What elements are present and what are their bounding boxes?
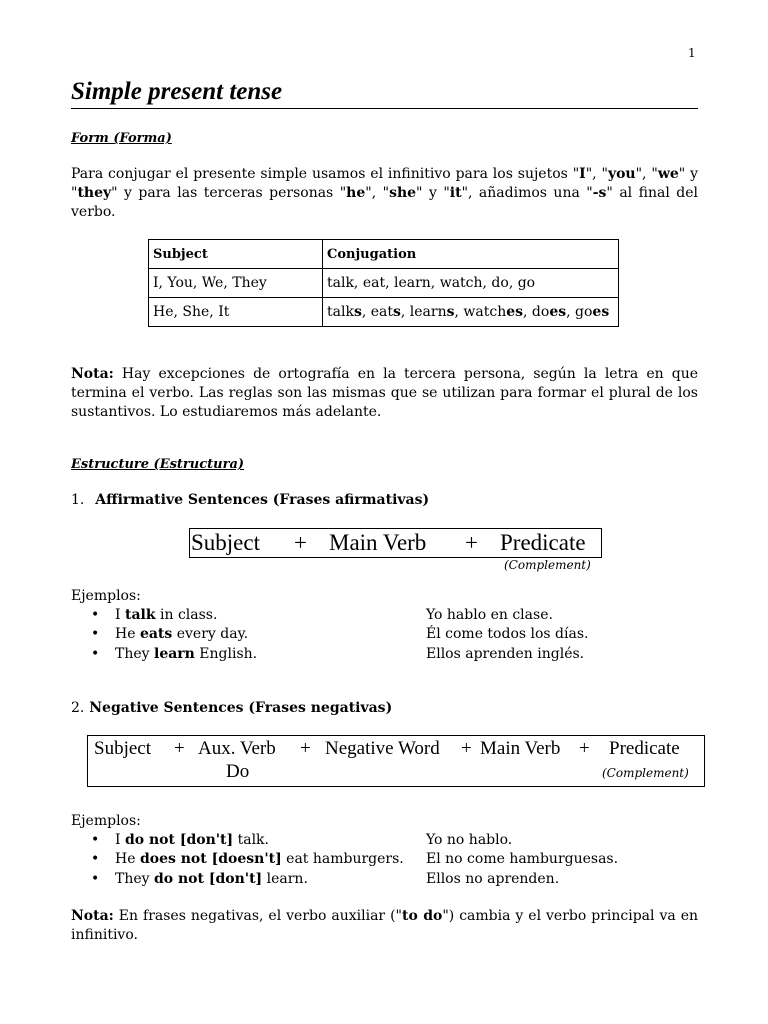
affirmative-label: Affirmative Sentences (Frases afirmativas) [95, 492, 430, 508]
bold-text: does not [doesn't] [139, 851, 282, 867]
bold-text: talk [124, 607, 156, 623]
text-run: Para conjugar el presente simple usamos el infinitivo para los sujetos " [71, 166, 580, 182]
page-title: Simple present tense [71, 78, 698, 109]
bold-text: to do [402, 908, 443, 924]
bullet: • [91, 871, 100, 887]
affirmative-examples-label: Ejemplos: [71, 588, 141, 604]
form-note-paragraph [71, 365, 698, 422]
example-translation: Él come todos los días. [426, 626, 589, 642]
text-run: in class. [155, 607, 218, 623]
bold-text: it [449, 185, 462, 201]
example-translation: Ellos aprenden inglés. [426, 646, 585, 662]
text-run: They [115, 646, 154, 662]
formula-subject: Subject [94, 738, 151, 759]
bullet: • [91, 607, 100, 623]
formula-plus: + [300, 738, 311, 759]
bullet: • [91, 646, 100, 662]
text-run: I [115, 607, 125, 623]
negative-heading [71, 700, 392, 716]
text-run: En frases negativas, el verbo auxiliar (" [113, 908, 402, 924]
list-item [91, 646, 257, 662]
bold-text: I [579, 166, 586, 182]
text-run: He [115, 626, 140, 642]
list-item [91, 851, 404, 867]
conjugation-table [148, 239, 619, 327]
bold-text: do not [don't] [154, 871, 263, 887]
bold-text: learn [154, 646, 195, 662]
affirmative-number: 1. [71, 492, 85, 508]
form-intro-paragraph [71, 165, 698, 222]
text-run: Hay excepciones de ortografía en la tercera persona, según la letra en que termina el verbo. Las reglas son las mismas que se utilizan para formar el plural de los sustantivos. Lo estudiaremos más adelante. [71, 366, 698, 420]
example-text [115, 646, 257, 662]
example-text [115, 851, 404, 867]
formula-subject: Subject [191, 530, 260, 555]
example-text [115, 871, 308, 887]
list-item [91, 832, 269, 848]
example-translation: Yo hablo en clase. [426, 607, 553, 623]
text-run: , watch [454, 304, 507, 320]
bold-text: Nota: [71, 908, 114, 924]
bold-text: eats [139, 626, 173, 642]
text-run: They [115, 871, 154, 887]
text-run: " y " [416, 185, 450, 201]
formula-plus: + [174, 738, 185, 759]
formula-negative-word: Negative Word [325, 738, 440, 759]
formula-main-verb: Main Verb [480, 738, 561, 759]
table-row [149, 269, 619, 298]
page-number: 1 [688, 46, 696, 60]
bold-text: they [77, 185, 112, 201]
example-text [115, 607, 217, 623]
negative-formula-box [87, 735, 705, 787]
text-run: talk [327, 304, 354, 320]
example-text [115, 626, 248, 642]
table-header-conjugation: Conjugation [323, 240, 619, 269]
bold-text: es [506, 304, 524, 320]
text-run: eat hamburgers. [281, 851, 404, 867]
bold-text: Nota: [71, 366, 114, 382]
formula-main-verb: Main Verb [329, 530, 427, 555]
table-cell-subject: I, You, We, They [149, 269, 323, 298]
bold-text: she [389, 185, 417, 201]
bold-text: do not [don't] [124, 832, 234, 848]
example-text [115, 832, 269, 848]
table-header-subject: Subject [149, 240, 323, 269]
bullet: • [91, 626, 100, 642]
text-run: , go [566, 304, 593, 320]
structure-heading: Estructure (Estructura) [71, 457, 245, 472]
text-run: , learn [400, 304, 447, 320]
bold-text: -s [592, 185, 607, 201]
table-header-row [149, 240, 619, 269]
text-run: ", " [585, 166, 608, 182]
affirmative-complement: (Complement) [504, 558, 591, 572]
bullet: • [91, 851, 100, 867]
form-heading: Form (Forma) [71, 131, 172, 146]
bold-text: s [353, 304, 362, 320]
table-cell-conjugation [323, 298, 619, 327]
formula-plus: + [465, 530, 478, 555]
formula-plus: + [294, 530, 307, 555]
text-run: , eat [361, 304, 393, 320]
affirmative-heading [71, 492, 429, 508]
formula-aux-verb: Aux. Verb [198, 738, 276, 759]
bullet: • [91, 832, 100, 848]
table-cell-conjugation: talk, eat, learn, watch, do, go [323, 269, 619, 298]
list-item [91, 607, 217, 623]
formula-plus: + [461, 738, 472, 759]
negative-examples-label: Ejemplos: [71, 813, 141, 829]
text-run: " y " [71, 166, 699, 201]
text-run: ") cambia y el verbo principal va en infinitivo. [71, 908, 698, 943]
negative-label: Negative Sentences (Frases negativas) [89, 700, 393, 716]
text-run: ", " [365, 185, 390, 201]
negative-note-paragraph [71, 907, 698, 945]
list-item [91, 871, 308, 887]
formula-predicate: Predicate [609, 738, 680, 759]
text-run: talk. [233, 832, 269, 848]
text-run: " al final del verbo. [71, 185, 698, 220]
example-translation: Yo no hablo. [426, 832, 513, 848]
bold-text: es [592, 304, 610, 320]
bold-text: he [346, 185, 366, 201]
bold-text: s [446, 304, 455, 320]
example-translation: Ellos no aprenden. [426, 871, 560, 887]
formula-do: Do [226, 761, 250, 782]
text-run: learn. [262, 871, 308, 887]
list-item [91, 626, 248, 642]
bold-text: s [393, 304, 401, 320]
table-row [149, 298, 619, 327]
text-run: ", " [635, 166, 658, 182]
bold-text: we [657, 166, 679, 182]
text-run: I [115, 832, 125, 848]
formula-plus: + [579, 738, 590, 759]
text-run: every day. [172, 626, 249, 642]
text-run: English. [194, 646, 258, 662]
text-run: , do [523, 304, 550, 320]
table-cell-subject: He, She, It [149, 298, 323, 327]
affirmative-formula-box [189, 528, 602, 558]
bold-text: es [549, 304, 567, 320]
bold-text: you [607, 166, 636, 182]
example-translation: El no come hamburguesas. [426, 851, 619, 867]
negative-number: 2. [71, 700, 85, 716]
negative-complement: (Complement) [602, 766, 689, 780]
text-run: " y para las terceras personas " [111, 185, 347, 201]
text-run: He [115, 851, 140, 867]
formula-predicate: Predicate [500, 530, 586, 555]
text-run: ", añadimos una " [461, 185, 593, 201]
